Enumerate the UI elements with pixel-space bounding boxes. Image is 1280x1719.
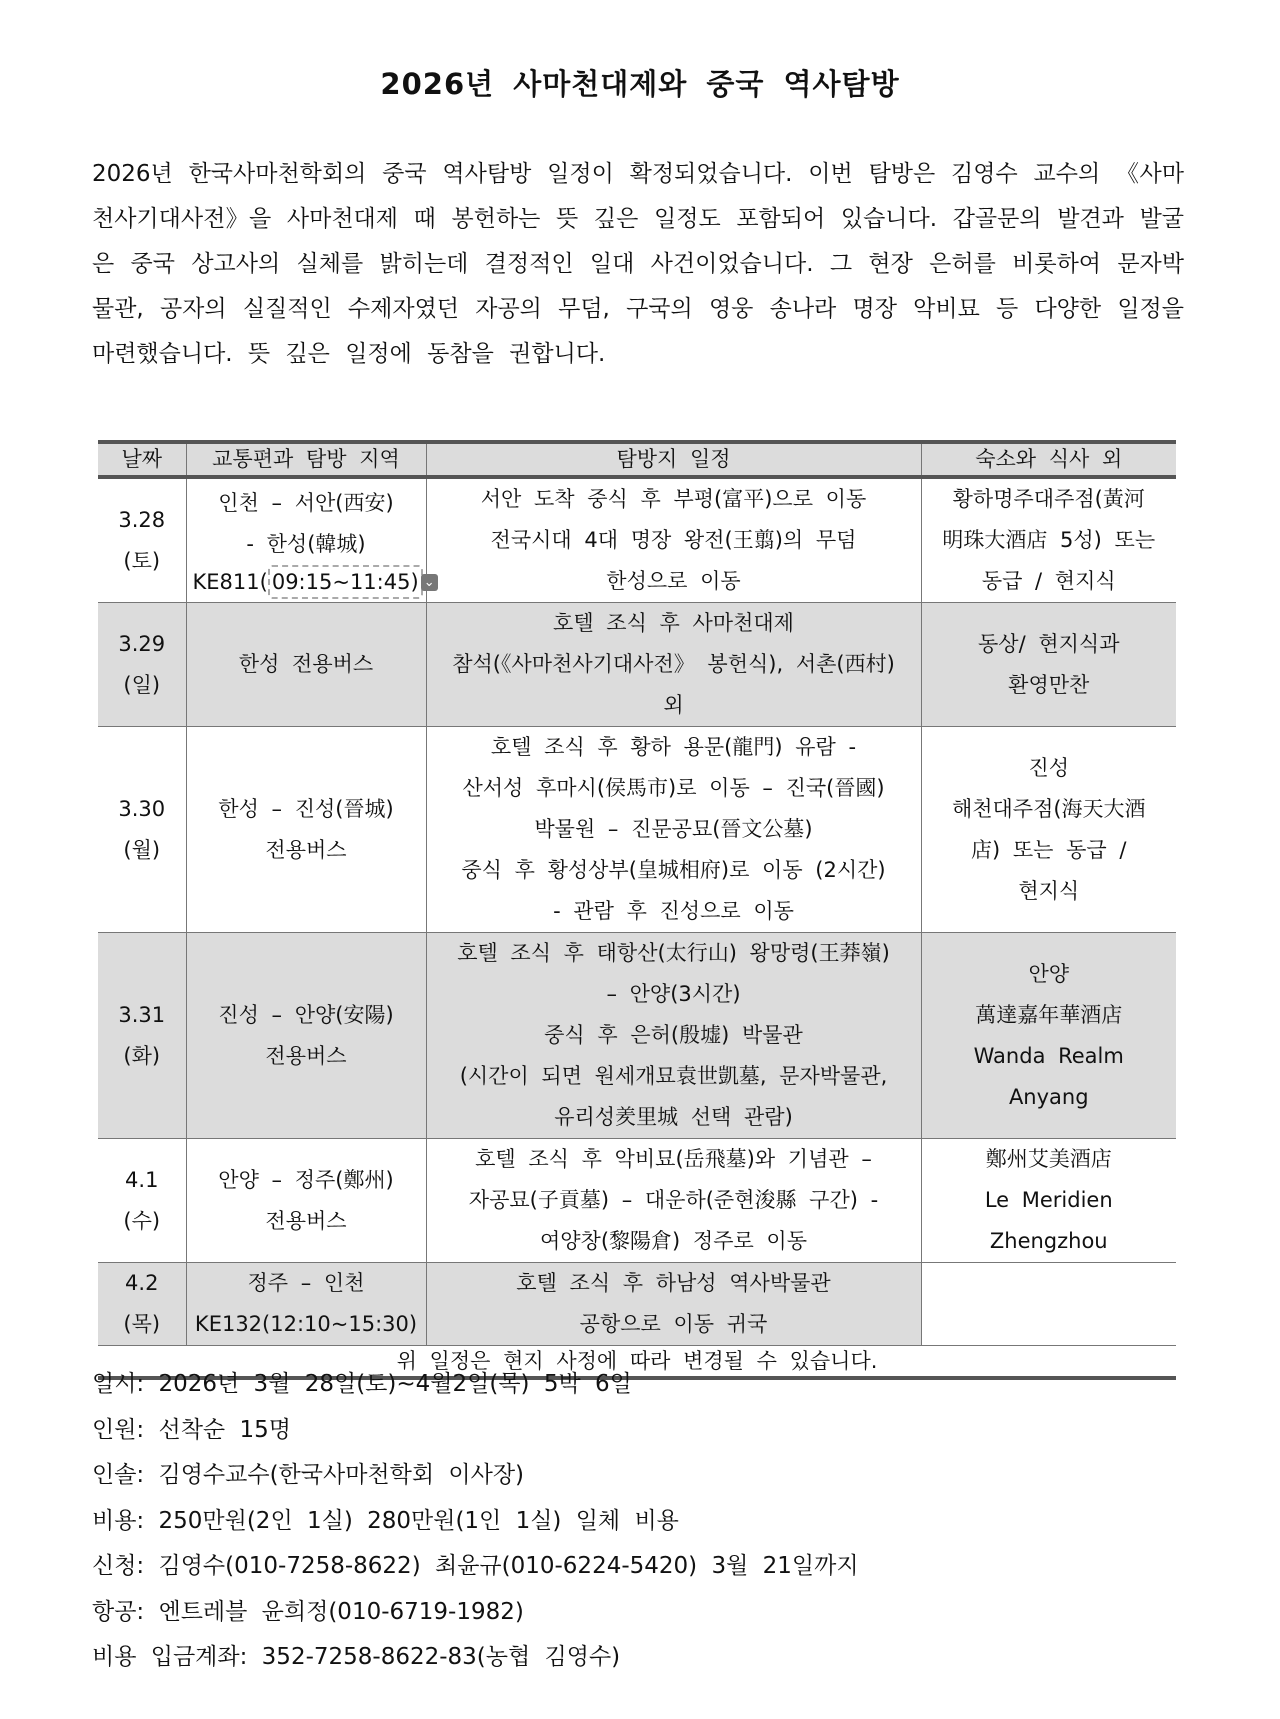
lodging-line: 萬達嘉年華酒店: [975, 1002, 1123, 1027]
date-line: 4.2: [125, 1271, 159, 1295]
schedule-line: 호텔 조식 후 하남성 역사박물관: [516, 1271, 831, 1295]
cell-date: [98, 933, 186, 1139]
schedule-line: 서안 도착 중식 후 부평(富平)으로 이동: [480, 487, 867, 511]
transport-line: 정주 – 인천: [247, 1271, 365, 1295]
table-row: [98, 477, 1176, 603]
schedule-line: 유리성羑里城 선택 관람): [554, 1105, 793, 1129]
schedule-line: 외: [663, 693, 684, 717]
lodging-line: 진성: [1028, 755, 1070, 780]
lodging-line: 明珠大酒店 5성) 또는: [942, 528, 1156, 552]
schedule-line: - 관람 후 진성으로 이동: [553, 899, 794, 923]
itinerary-table: [98, 440, 1176, 1380]
lodging-line: 동급 / 현지식: [981, 569, 1116, 593]
detail-cost: 비용: 250만원(2인 1실) 280만원(1인 1실) 일체 비용: [92, 1507, 679, 1534]
transport-line: 한성 전용버스: [238, 652, 374, 676]
day-line: (화): [123, 1043, 161, 1068]
intro-paragraph: 2026년 한국사마천학회의 중국 역사탐방 일정이 확정되었습니다. 이번 탐방은 김영수 교수의 《사마천사기대사전》을 사마천대제 때 봉헌하는 뜻 깊은 일정도 포함되어 있습니다. 갑골문의 발견과 발굴은 중국 상고사의 실체를 밝히는데 결정적인 일대 사건이었습니다. 그 현장 은허를 비롯하여 문자박물관, 공자의 실질적인 수제자였던 자공의 무덤, 구국의 영웅 송나라 명장 악비묘 등 다양한 일정을 마련했습니다. 뜻 깊은 일정에 동참을 권합니다.: [92, 161, 1184, 367]
cell-lodging-empty: [921, 1263, 1176, 1346]
schedule-line: 중식 후 황성상부(皇城相府)로 이동 (2시간): [461, 858, 886, 882]
cell-lodging: [921, 603, 1176, 727]
flight-time-field[interactable]: [268, 565, 423, 599]
table-row: [98, 1139, 1176, 1263]
schedule-line: 참석(《사마천사기대사전》 봉헌식), 서촌(西村): [452, 652, 895, 676]
transport-line: 안양 – 정주(鄭州): [218, 1167, 394, 1192]
cell-lodging: [921, 933, 1176, 1139]
transport-line: 전용버스: [265, 1208, 347, 1233]
lodging-line: 店) 또는 동급 /: [971, 837, 1127, 862]
detail-capacity: 인원: 선착순 15명: [92, 1416, 291, 1443]
detail-airline: 항공: 엔트레블 윤희정(010-6719-1982): [92, 1598, 524, 1625]
details-list: [92, 1362, 859, 1681]
table-note: 위 일정은 현지 사정에 따라 변경될 수 있습니다.: [98, 1346, 1176, 1379]
schedule-line: 공항으로 이동 귀국: [579, 1312, 768, 1336]
cell-transport: [186, 1263, 426, 1346]
schedule-line: 호텔 조식 후 악비묘(岳飛墓)와 기념관 –: [475, 1147, 872, 1171]
page-title: 2026년 사마천대제와 중국 역사탐방: [380, 67, 900, 101]
table-row: [98, 1263, 1176, 1346]
lodging-line: 현지식: [1018, 878, 1080, 903]
transport-line: 전용버스: [265, 837, 347, 862]
lodging-line: 해천대주점(海天大酒: [951, 796, 1146, 821]
header-date: 날짜: [98, 442, 186, 477]
lodging-line: 안양: [1028, 961, 1070, 986]
date-line: 3.31: [118, 1002, 166, 1027]
lodging-line: 동상/ 현지식과: [978, 631, 1120, 656]
transport-line: 인천 – 서안(西安): [218, 490, 394, 515]
lodging-line: Le Meridien: [984, 1188, 1113, 1212]
cell-schedule: [426, 603, 921, 727]
day-line: (목): [123, 1312, 161, 1336]
cell-lodging: [921, 477, 1176, 603]
table-header-row: [98, 442, 1176, 477]
day-line: (토): [123, 548, 161, 573]
schedule-line: 중식 후 은허(殷墟) 박물관: [544, 1023, 803, 1047]
cell-date: [98, 477, 186, 603]
cell-lodging: [921, 727, 1176, 933]
cell-transport: [186, 603, 426, 727]
date-line: 3.28: [118, 507, 166, 532]
day-line: (수): [123, 1208, 161, 1233]
day-line: (일): [123, 672, 161, 697]
detail-date: 일시: 2026년 3월 28일(토)~4월2일(목) 5박 6일: [92, 1371, 632, 1397]
date-line: 3.29: [118, 631, 166, 656]
detail-leader: 인솔: 김영수교수(한국사마천학회 이사장): [92, 1462, 525, 1488]
lodging-line: Wanda Realm: [973, 1043, 1124, 1068]
schedule-line: – 안양(3시간): [606, 982, 741, 1006]
schedule-line: 호텔 조식 후 황하 용문(龍門) 유람 -: [490, 735, 857, 759]
schedule-line: 호텔 조식 후 사마천대제: [553, 611, 794, 635]
cell-schedule: [426, 1139, 921, 1263]
cell-transport: [186, 933, 426, 1139]
date-line: 3.30: [118, 796, 166, 821]
detail-bank-account: 비용 입금계좌: 352-7258-8622-83(농협 김영수): [92, 1644, 621, 1670]
cell-schedule: [426, 727, 921, 933]
cell-schedule: [426, 1263, 921, 1346]
flight-line: [192, 565, 435, 599]
table-row: [98, 933, 1176, 1139]
cell-date: [98, 1263, 186, 1346]
schedule-line: 여양창(黎陽倉) 정주로 이동: [539, 1229, 808, 1253]
schedule-line: 산서성 후마시(侯馬市)로 이동 – 진국(晉國): [462, 776, 885, 800]
schedule-line: 전국시대 4대 명장 왕전(王翦)의 무덤: [490, 528, 857, 552]
transport-line: 한성 – 진성(晉城): [218, 796, 394, 821]
cell-date: [98, 727, 186, 933]
schedule-line: 한성으로 이동: [606, 569, 741, 593]
day-line: (월): [123, 837, 161, 862]
table-row: [98, 727, 1176, 933]
schedule-line: 박물원 – 진문공묘(晉文公墓): [534, 817, 813, 841]
cell-date: [98, 603, 186, 727]
lodging-line: Anyang: [1008, 1084, 1089, 1109]
header-transport: 교통편과 탐방 지역: [186, 442, 426, 477]
chevron-down-icon[interactable]: ⌄: [421, 574, 438, 591]
header-lodging: 숙소와 식사 외: [921, 442, 1176, 477]
header-schedule: 탐방지 일정: [426, 442, 921, 477]
cell-transport: [186, 1139, 426, 1263]
schedule-line: 자공묘(子貢墓) – 대운하(준현浚縣 구간) -: [468, 1188, 879, 1212]
lodging-line: Zhengzhou: [989, 1229, 1108, 1253]
lodging-line: 황하명주대주점(黃河: [952, 487, 1145, 511]
transport-line: KE132(12:10~15:30): [194, 1312, 418, 1336]
table-row: [98, 603, 1176, 727]
cell-lodging: [921, 1139, 1176, 1263]
lodging-line: 환영만찬: [1008, 672, 1090, 697]
cell-schedule: [426, 477, 921, 603]
detail-application: 신청: 김영수(010-7258-8622) 최윤규(010-6224-5420) 3월 21일까지: [92, 1553, 859, 1579]
schedule-line: 호텔 조식 후 태항산(太行山) 왕망령(王莽嶺): [457, 941, 890, 965]
transport-line: 전용버스: [265, 1043, 347, 1068]
cell-date: [98, 1139, 186, 1263]
transport-line: - 한성(韓城): [246, 531, 366, 556]
transport-line: 진성 – 안양(安陽): [218, 1002, 394, 1027]
lodging-line: 鄭州艾美酒店: [985, 1147, 1112, 1171]
cell-schedule: [426, 933, 921, 1139]
cell-transport: [186, 727, 426, 933]
schedule-line: (시간이 되면 원세개묘袁世凱墓, 문자박물관,: [459, 1064, 888, 1088]
flight-code: KE811(: [192, 569, 268, 594]
cell-transport: [186, 477, 435, 603]
date-line: 4.1: [125, 1167, 159, 1192]
flight-time-value: 09:15~11:45): [271, 569, 419, 594]
